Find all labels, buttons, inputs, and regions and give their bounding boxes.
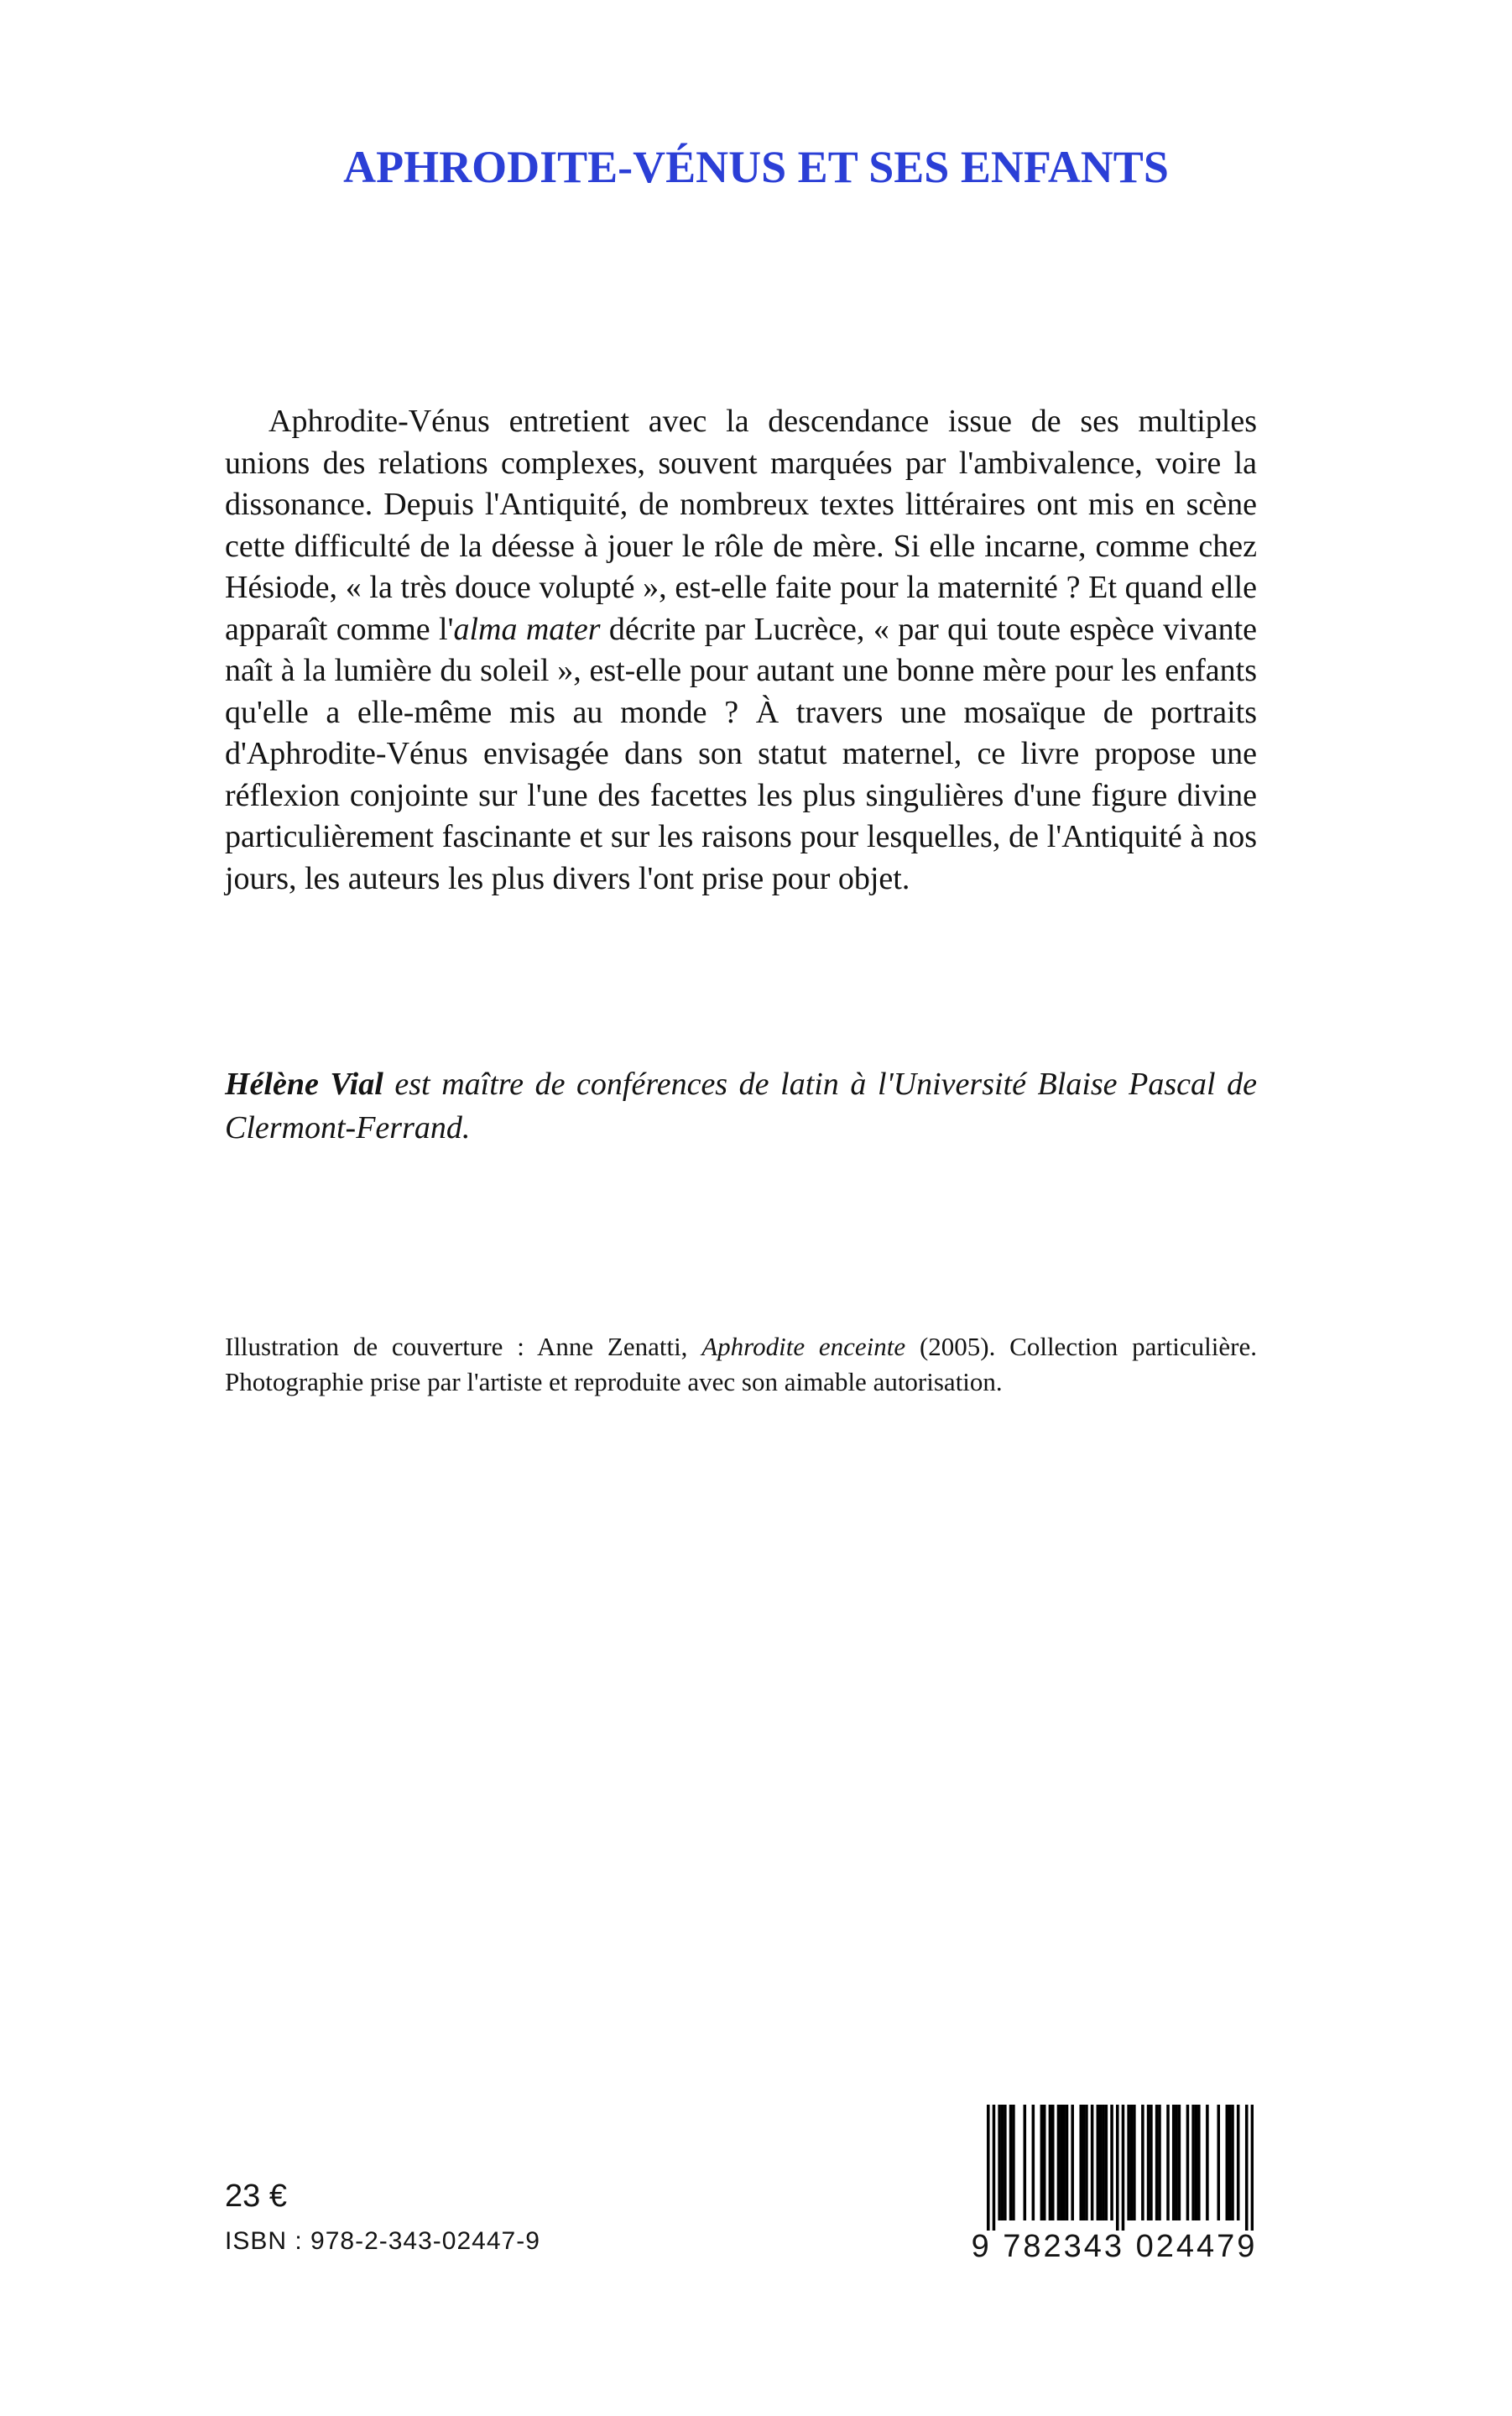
summary-emphasis: alma mater (453, 611, 601, 647)
barcode-bar (1097, 2105, 1100, 2220)
barcode-bar (1175, 2105, 1178, 2220)
barcode-bar (1217, 2105, 1220, 2220)
barcode-bar (1122, 2105, 1125, 2231)
barcode-bar (1186, 2105, 1190, 2220)
barcode-bar (1082, 2105, 1086, 2220)
barcode-bar (1105, 2105, 1108, 2220)
barcode-bar (1155, 2105, 1159, 2220)
barcode-bar (1226, 2105, 1229, 2220)
barcode-bar (1012, 2105, 1015, 2220)
barcode-bar (998, 2105, 1001, 2220)
barcode-bar (1127, 2105, 1130, 2220)
barcode-bar (1062, 2105, 1066, 2220)
barcode-bar (1130, 2105, 1134, 2220)
barcode-bar (1206, 2105, 1209, 2220)
barcode-bar (1116, 2105, 1119, 2231)
barcode-bar (1040, 2105, 1044, 2220)
cover-credit (225, 1329, 1257, 1400)
isbn: ISBN : 978-2-343-02447-9 (225, 2227, 540, 2255)
barcode-bar (1158, 2105, 1161, 2220)
barcode-bar (1049, 2105, 1052, 2220)
barcode-bar (987, 2105, 990, 2231)
barcode-bar (1141, 2105, 1144, 2220)
author-bio (225, 1062, 1257, 1150)
barcode-bar (1043, 2105, 1046, 2220)
barcode-bar (1172, 2105, 1176, 2220)
barcode-bar (1001, 2105, 1004, 2220)
barcode-digits: 9 782343 024479 (971, 2229, 1258, 2264)
barcode-bar (1147, 2105, 1150, 2220)
barcode-bar (1178, 2105, 1181, 2220)
barcode-bar (1057, 2105, 1061, 2220)
barcode-bar (1133, 2105, 1136, 2220)
barcode-bar (1191, 2105, 1195, 2220)
credit-artwork-title: Aphrodite enceinte (701, 1332, 906, 1361)
barcode-bar (1245, 2105, 1249, 2231)
barcode (963, 2096, 1265, 2273)
summary-text-end: décrite par Lucrèce, « par qui toute espèce vivante naît à la lumière du soleil », est-elle pour autant une bonne mère pour les enfants qu'elle a elle-même mis au monde ? À travers une mosaïque de portraits d'Aphrodite-Vénus envisagée dans son statut maternel, ce livre propose une réflexion conjointe sur l'une des facettes les plus singulières d'une figure divine particulièrement fascinante et sur les raisons pour lesquelles, de l'Antiquité à nos jours, les auteurs les plus divers l'ont prise pour objet. (225, 611, 1258, 896)
credit-suffix: (2005). Collection particulière. Photographie prise par l'artiste et reproduite avec son aimable autorisation. (225, 1332, 1257, 1396)
summary-text-start: Aphrodite-Vénus entretient avec la descendance issue de ses multiples unions des relations complexes, souvent marquées par l'ambivalence, voire la dissonance. Depuis l'Antiquité, de nombreux textes littéraires ont mis en scène cette difficulté de la déesse à jouer le rôle de mère. Si elle incarne, comme chez Hésiode, « la très douce volupté », est-elle faite pour la maternité ? Et quand elle apparaît comme l' (225, 404, 1257, 647)
barcode-bar (1166, 2105, 1170, 2220)
barcode-bar (1091, 2105, 1094, 2220)
book-title: APHRODITE-VÉNUS ET SES ENFANTS (343, 142, 1169, 192)
barcode-bar (1102, 2105, 1105, 2220)
barcode-bar (1197, 2105, 1201, 2220)
author-description: est maître de conférences de latin à l'Université Blaise Pascal de Clermont-Ferrand. (225, 1067, 1257, 1145)
credit-prefix: Illustration de couverture : Anne Zenatti, (225, 1332, 702, 1361)
barcode-bar (993, 2105, 996, 2231)
barcode-bar (1231, 2105, 1234, 2220)
barcode-bar (1251, 2105, 1254, 2231)
barcode-bar (1237, 2105, 1240, 2220)
barcode-bar (1004, 2105, 1007, 2220)
barcode-bar (1024, 2105, 1027, 2220)
barcode-bar (1071, 2105, 1074, 2220)
barcode-bar (1150, 2105, 1153, 2220)
barcode-bar (1009, 2105, 1013, 2220)
barcode-bar (1051, 2105, 1055, 2220)
barcode-bars (987, 2105, 1254, 2231)
barcode-bar (1099, 2105, 1103, 2220)
barcode-bar (1060, 2105, 1063, 2220)
price: 23 € (225, 2179, 287, 2214)
author-name: Hélène Vial (225, 1067, 383, 1102)
barcode-bar (1228, 2105, 1232, 2220)
summary-paragraph (225, 401, 1257, 900)
barcode-bar (1066, 2105, 1069, 2220)
barcode-bar (1032, 2105, 1035, 2220)
barcode-bar (1195, 2105, 1198, 2220)
barcode-bar (1085, 2105, 1088, 2220)
barcode-bar (1079, 2105, 1082, 2220)
barcode-bar (1110, 2105, 1113, 2220)
